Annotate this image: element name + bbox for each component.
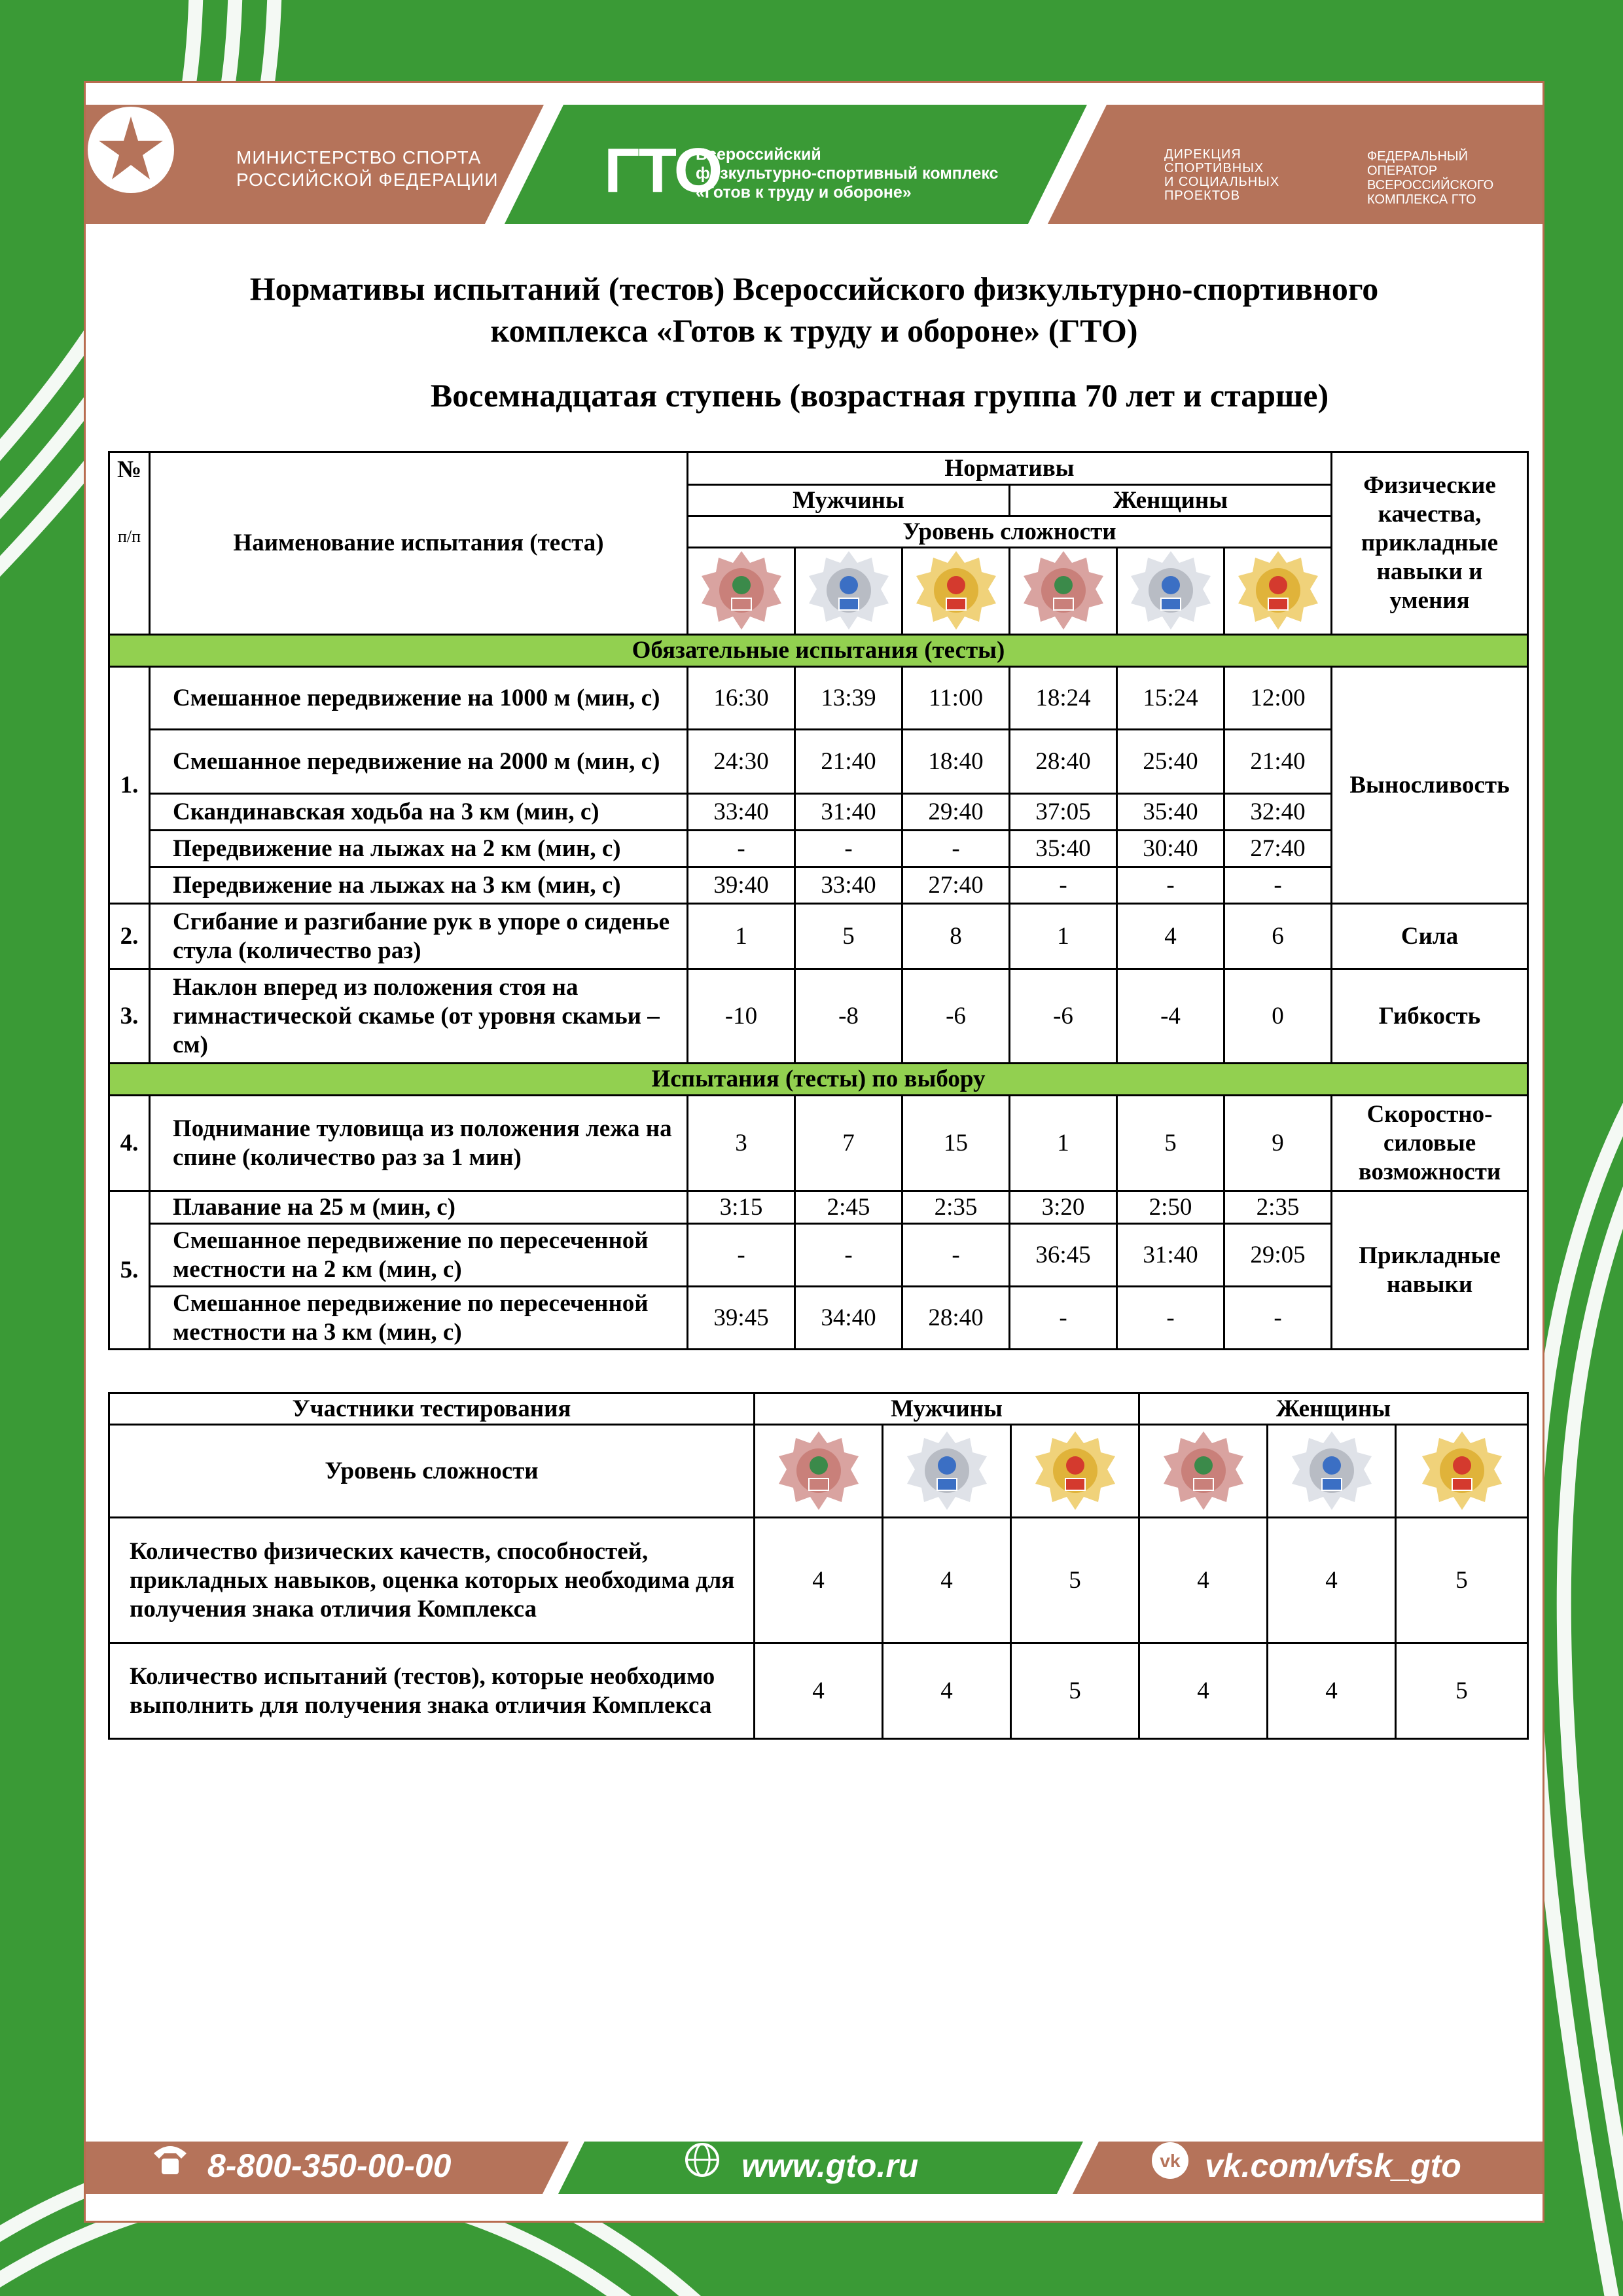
footer-site-link[interactable]: www.gto.ru [741,2147,919,2184]
badge-gold-icon [1396,1425,1528,1518]
table-row: Смешанное передвижение по пересеченной местности на 2 км (мин, с) - - - 36:45 31:40 29:05 [109,1224,1528,1287]
table-row: Количество испытаний (тестов), которые необходимо выполнить для получения знака отличия Комплекса 4 4 5 4 4 5 [109,1643,1528,1739]
header-banner [86,105,1543,224]
svg-text:vk: vk [1160,2151,1181,2171]
summary-level-label: Уровень сложности [109,1425,755,1518]
section-optional: Испытания (тесты) по выбору [109,1064,1528,1096]
footer-phone[interactable]: 8-800-350-00-00 [207,2147,452,2184]
footer-vk-link[interactable]: vk.com/vfsk_gto [1205,2147,1461,2184]
operator-name: ФЕДЕРАЛЬНЫЙ ОПЕРАТОР ВСЕРОССИЙСКОГО КОМПЛЕКСА ГТО [1367,149,1494,207]
col-qualities-header: Физические качества, прикладные навыки и умения [1332,452,1528,635]
globe-icon [684,2142,721,2178]
ministry-name: МИНИСТЕРСТВО СПОРТА РОССИЙСКОЙ ФЕДЕРАЦИИ [236,147,499,190]
footer-banner [86,2142,1543,2194]
directorate-name: ДИРЕКЦИЯ СПОРТИВНЫХ И СОЦИАЛЬНЫХ ПРОЕКТОВ [1164,147,1280,203]
poster-sheet [84,81,1544,2223]
women-header: Женщины [1010,485,1332,516]
badge-bronze-icon [688,548,795,635]
badge-silver-icon [795,548,902,635]
table-row: 4. Поднимание туловища из положения лежа на спине (количество раз за 1 мин) 3 7 15 1 5 9 Скоростно-силовые возможности [109,1096,1528,1191]
col-norms-header: Нормативы [688,452,1332,485]
table-row: Передвижение на лыжах на 3 км (мин, с) 39:40 33:40 27:40 - - - [109,867,1528,904]
badge-bronze-icon [1010,548,1117,635]
table-row: Передвижение на лыжах на 2 км (мин, с) - - - 35:40 30:40 27:40 [109,831,1528,867]
star-emblem-icon [86,105,176,195]
badge-silver-icon [883,1425,1011,1518]
badge-gold-icon [1224,548,1332,635]
summary-table [108,1392,1529,1740]
col-name-header: Наименование испытания (теста) [150,452,688,635]
page-title: Нормативы испытаний (тестов) Всероссийского физкультурно-спортивного комплекса «Готов к труду и обороне» (ГТО) [249,270,1379,349]
badge-bronze-icon [1139,1425,1268,1518]
table-row: 5. Плавание на 25 м (мин, с) 3:15 2:45 2:35 3:20 2:50 2:35 Прикладные навыки [109,1191,1528,1224]
col-num-header: № п/п [109,452,150,635]
badge-bronze-icon [755,1425,883,1518]
table-row: 2. Сгибание и разгибание рук в упоре о сиденье стула (количество раз) 1 5 8 1 4 6 Сила [109,904,1528,969]
table-row: Скандинавская ходьба на 3 км (мин, с) 33:40 31:40 29:40 37:05 35:40 32:40 [109,794,1528,831]
phone-icon [150,2142,190,2178]
page-subtitle: Восемнадцатая ступень (возрастная группа 70 лет и старше) [430,377,1329,414]
norms-table [108,451,1529,1350]
participants-header: Участники тестирования [109,1393,755,1425]
table-row: 1. Смешанное передвижение на 1000 м (мин, с) 16:30 13:39 11:00 18:24 15:24 12:00 Выносливость [109,667,1528,730]
badge-silver-icon [1268,1425,1396,1518]
men-header: Мужчины [688,485,1010,516]
badge-gold-icon [1011,1425,1139,1518]
summary-men-header: Мужчины [755,1393,1139,1425]
summary-women-header: Женщины [1139,1393,1528,1425]
level-header: Уровень сложности [688,516,1332,548]
gto-logo: ГТО [604,135,722,206]
gto-full-name: Всероссийский физкультурно-спортивный комплекс «Готов к труду и обороне» [696,145,999,202]
badge-gold-icon [902,548,1010,635]
table-row: Количество физических качеств, способностей, прикладных навыков, оценка которых необходима для получения знака отличия Комплекса 4 4 5 4 4 5 [109,1518,1528,1643]
badge-silver-icon [1117,548,1224,635]
section-mandatory: Обязательные испытания (тесты) [109,635,1528,667]
table-row: Смешанное передвижение по пересеченной местности на 3 км (мин, с) 39:45 34:40 28:40 - - - [109,1287,1528,1350]
vk-icon [1151,2142,1189,2179]
table-row: Смешанное передвижение на 2000 м (мин, с) 24:30 21:40 18:40 28:40 25:40 21:40 [109,730,1528,794]
table-row: 3. Наклон вперед из положения стоя на гимнастической скамье (от уровня скамьи – см) -10 -8 -6 -6 -4 0 Гибкость [109,969,1528,1064]
